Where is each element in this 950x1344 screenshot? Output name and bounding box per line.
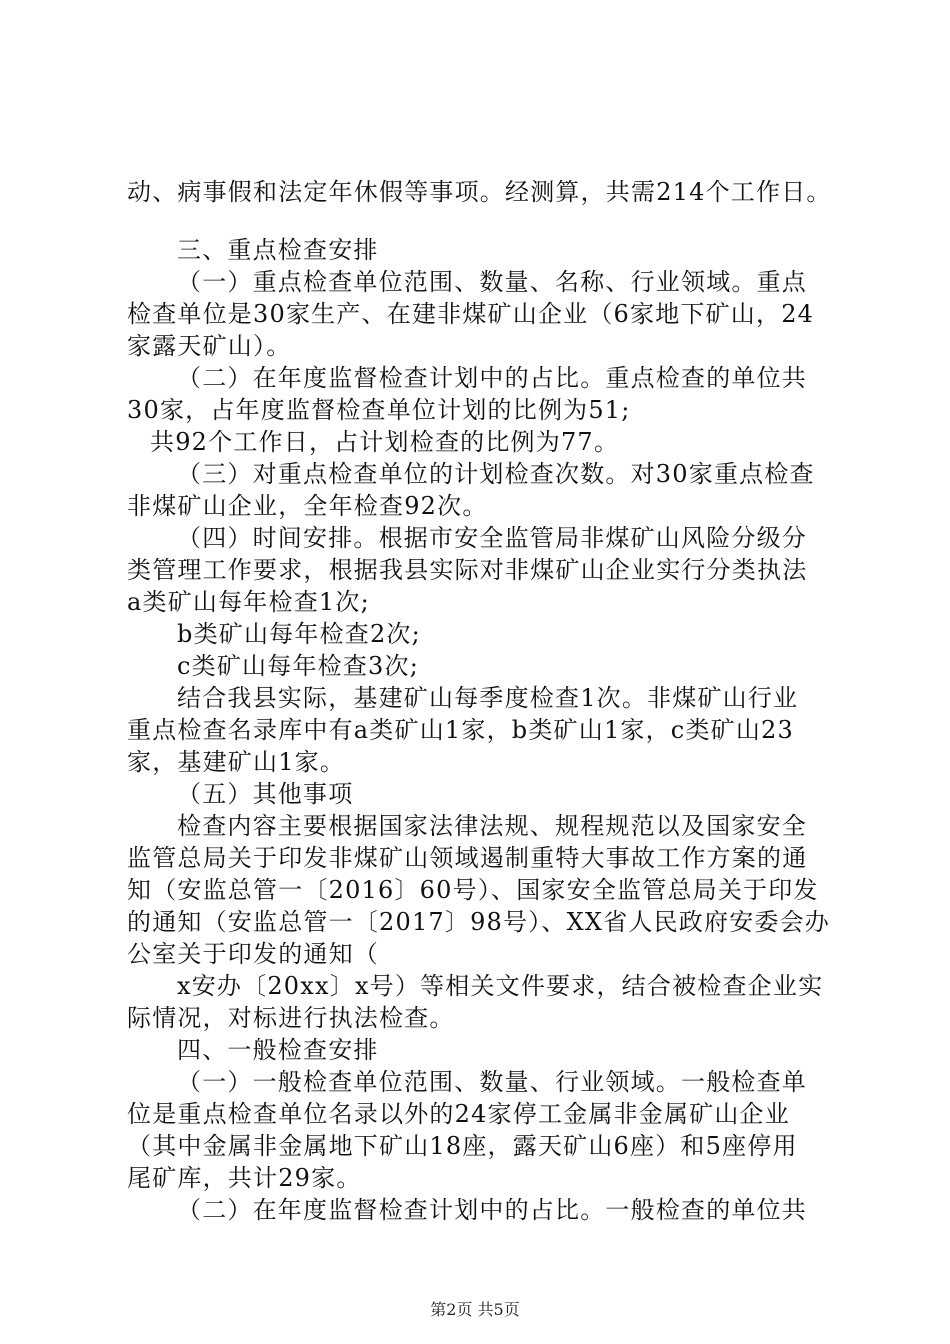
section-heading-3: 三、重点检查安排 [177, 236, 379, 264]
body-line-19: （五）其他事项 [177, 780, 354, 808]
page-number-indicator: 第2页 共5页 [430, 1300, 520, 1319]
body-line-16: 结合我县实际，基建矿山每季度检查1次。非煤矿山行业 [177, 684, 799, 712]
body-line-4: 检查单位是30家生产、在建非煤矿山企业（6家地下矿山，24 [127, 300, 815, 328]
body-line-20: 检查内容主要根据国家法律法规、规程规范以及国家安全 [177, 812, 807, 840]
body-line-28: （一）一般检查单位范围、数量、行业领域。一般检查单 [177, 1068, 807, 1096]
body-line-17: 重点检查名录库中有a类矿山1家，b类矿山1家，c类矿山23 [127, 716, 794, 744]
body-line-30: （其中金属非金属地下矿山18座，露天矿山6座）和5座停用 [127, 1132, 798, 1160]
body-line-7: 30家，占年度监督检查单位计划的比例为51; [127, 396, 631, 424]
body-line-15: c类矿山每年检查3次; [177, 652, 419, 680]
body-line-32: （二）在年度监督检查计划中的占比。一般检查的单位共 [177, 1196, 807, 1224]
body-line-5: 家露天矿山）。 [127, 332, 292, 360]
body-line-11: （四）时间安排。根据市安全监管局非煤矿山风险分级分 [177, 524, 807, 552]
body-line-13: a类矿山每年检查1次; [127, 588, 370, 616]
page-footer [0, 1300, 950, 1320]
body-line-10: 非煤矿山企业，全年检查92次。 [127, 492, 488, 520]
body-line-6: （二）在年度监督检查计划中的占比。重点检查的单位共 [177, 364, 807, 392]
body-line-18: 家，基建矿山1家。 [127, 748, 346, 776]
body-line-24: 公室关于印发的通知（ [127, 940, 379, 968]
body-line-26: 际情况，对标进行执法检查。 [127, 1004, 455, 1032]
body-line-12: 类管理工作要求，根据我县实际对非煤矿山企业实行分类执法 [127, 556, 808, 584]
body-line-8: 共92个工作日，占计划检查的比例为77。 [150, 428, 620, 456]
body-line-21: 监管总局关于印发非煤矿山领域遏制重特大事故工作方案的通 [127, 844, 808, 872]
body-line-14: b类矿山每年检查2次; [177, 620, 421, 648]
body-line-9: （三）对重点检查单位的计划检查次数。对30家重点检查 [177, 460, 815, 488]
section-heading-4: 四、一般检查安排 [177, 1036, 379, 1064]
body-line-22: 知（安监总管一〔2016〕60号）、国家安全监管总局关于印发 [127, 876, 819, 904]
body-line-1: 动、病事假和法定年休假等事项。经测算，共需214个工作日。 [127, 178, 832, 206]
body-line-23: 的通知（安监总管一〔2017〕98号）、XX省人民政府安委会办 [127, 908, 830, 936]
body-line-29: 位是重点检查单位名录以外的24家停工金属非金属矿山企业 [127, 1100, 790, 1128]
body-line-31: 尾矿库，共计29家。 [127, 1164, 362, 1192]
body-line-25: x安办〔20xx〕x号）等相关文件要求，结合被检查企业实 [177, 972, 824, 1000]
body-line-3: （一）重点检查单位范围、数量、名称、行业领域。重点 [177, 268, 807, 296]
